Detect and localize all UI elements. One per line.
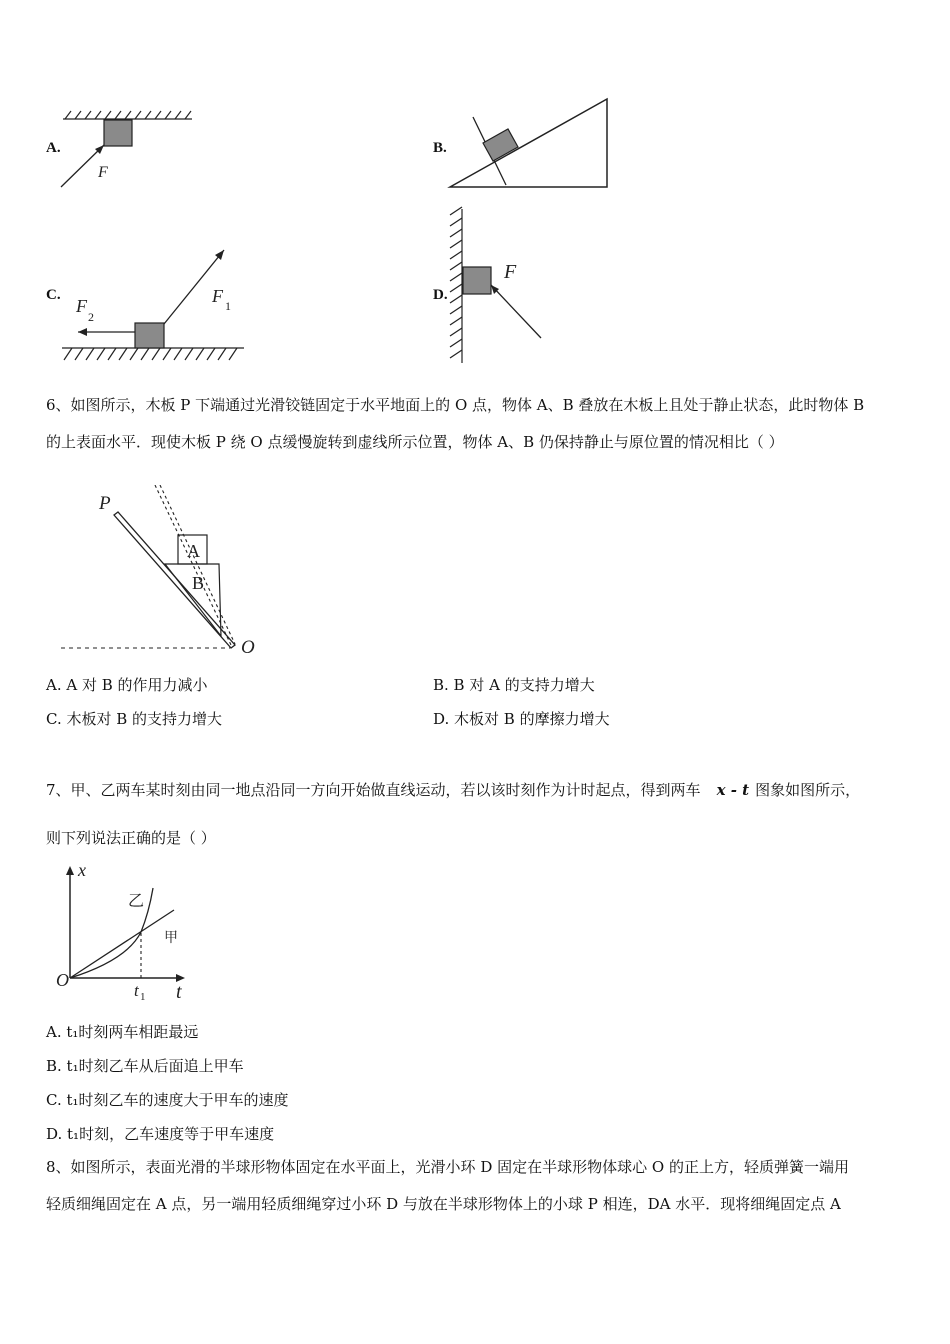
label-yi: 乙	[128, 893, 145, 910]
force-arrow	[491, 285, 541, 338]
q8-text-line2: 轻质细绳固定在 A 点，另一端用轻质细绳穿过小环 D 与放在半球形物体上的小球 P 相连，DA 水平．现将细绳固定点 A	[46, 1195, 841, 1213]
option-d-label: D.	[433, 287, 448, 303]
block	[483, 129, 518, 161]
label-t: t	[176, 981, 182, 1003]
line-jia	[70, 910, 174, 978]
q8-text-line1: 8、如图所示，表面光滑的半球形物体固定在水平面上，光滑小环 D 固定在半球形物体球心 O 的正上方，轻质弹簧一端用	[46, 1158, 849, 1176]
q7-text-line1-main: 7、甲、乙两车某时刻由同一地点沿同一方向开始做直线运动，若以该时刻作为计时起点，得到两车	[46, 781, 701, 799]
label-t1-sub: 1	[140, 991, 146, 1003]
q7-option-a[interactable]: A. t₁时刻两车相距最远	[46, 1023, 199, 1041]
q6-text-line2: 的上表面水平．现使木板 P 绕 O 点缓慢旋转到虚线所示位置，物体 A、B 仍保持静止与原位置的情况相比（ ）	[46, 433, 784, 451]
label-o: O	[241, 637, 255, 658]
f1-subscript: 1	[225, 299, 231, 313]
f1-label: F	[212, 286, 223, 306]
option-b-label: B.	[433, 140, 447, 156]
label-a: A	[187, 541, 200, 561]
label-o: O	[56, 970, 69, 990]
q7-text-line1-end: 图象如图所示，	[755, 781, 861, 799]
q7-option-b[interactable]: B. t₁时刻乙车从后面追上甲车	[46, 1057, 244, 1075]
label-p: P	[99, 493, 111, 514]
q6-option-d[interactable]: D. 木板对 B 的摩擦力增大	[433, 710, 610, 728]
q7-text-line1	[46, 780, 860, 800]
figure-q6	[55, 485, 275, 665]
block	[104, 120, 132, 146]
q7-option-c[interactable]: C. t₁时刻乙车的速度大于甲车的速度	[46, 1091, 289, 1109]
block	[135, 323, 164, 348]
option-a-label: A.	[46, 140, 61, 156]
ground-hatch	[62, 348, 244, 360]
q7-text-line2: 则下列说法正确的是（ ）	[46, 829, 216, 847]
q6-option-a[interactable]: A. A 对 B 的作用力减小	[46, 676, 208, 694]
q7-option-d[interactable]: D. t₁时刻，乙车速度等于甲车速度	[46, 1125, 275, 1143]
wall-hatch	[450, 207, 462, 363]
q6-option-b[interactable]: B. B 对 A 的支持力增大	[433, 676, 595, 694]
f2-subscript: 2	[88, 310, 94, 324]
q7-text-line1-var: x - t	[716, 781, 750, 799]
figure-option-c	[58, 240, 253, 365]
incline	[450, 99, 607, 187]
label-x: x	[78, 860, 86, 880]
label-jia: 甲	[164, 931, 178, 946]
figure-option-b	[445, 95, 615, 195]
label-t1: t	[134, 981, 139, 1000]
figure-q7-xt-graph	[52, 860, 202, 1005]
board-p	[114, 512, 235, 648]
figure-option-a	[55, 105, 200, 195]
option-c-label: C.	[46, 287, 61, 303]
block	[463, 267, 491, 294]
q6-option-c[interactable]: C. 木板对 B 的支持力增大	[46, 710, 223, 728]
force-label: F	[98, 164, 108, 181]
force-label: F	[504, 261, 517, 283]
label-b: B	[192, 573, 205, 593]
figure-option-d	[445, 205, 555, 365]
q6-text-line1: 6、如图所示，木板 P 下端通过光滑铰链固定于水平地面上的 O 点，物体 A、B 叠放在木板上且处于静止状态，此时物体 B	[46, 396, 865, 414]
ceiling-hatch	[63, 111, 192, 119]
f2-label: F	[76, 296, 87, 316]
